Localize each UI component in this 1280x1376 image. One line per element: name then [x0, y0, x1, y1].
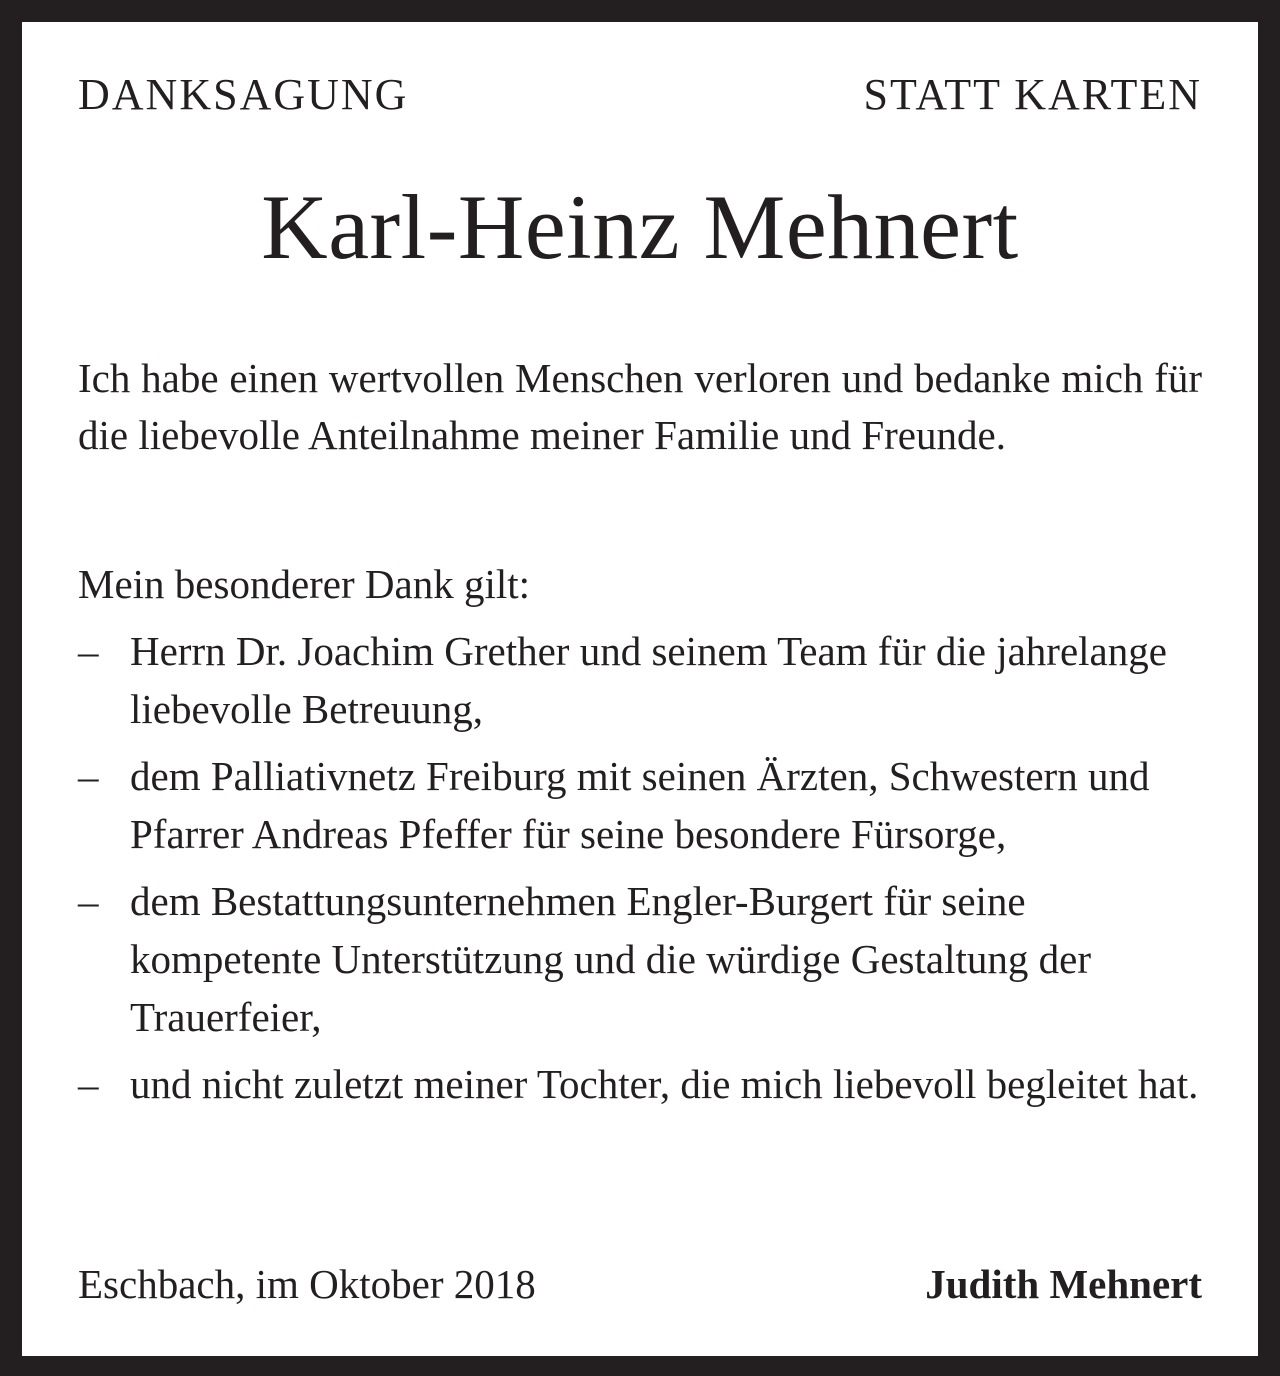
list-item	[78, 622, 1202, 738]
header-statt-karten: STATT KARTEN	[863, 70, 1202, 119]
list-item	[78, 872, 1202, 1046]
place-date: Eschbach, im Oktober 2018	[78, 1261, 536, 1307]
intro-text: Ich habe einen wertvollen Menschen verloren und bedanke mich für die liebevolle Anteilnahme meiner Familie und Freunde.	[78, 355, 1202, 458]
list-item-text: Herrn Dr. Joachim Grether und seinem Team für die jahrelange liebevolle Betreuung,	[130, 628, 1167, 732]
dash-bullet: –	[78, 628, 99, 674]
dash-bullet: –	[78, 878, 99, 924]
list-item	[78, 1055, 1202, 1113]
header-row	[78, 70, 1202, 120]
list-item-text: und nicht zuletzt meiner Tochter, die mich liebevoll begleitet hat.	[130, 1061, 1199, 1107]
list-item	[78, 747, 1202, 863]
thanks-heading: Mein besonderer Dank gilt:	[78, 561, 531, 607]
list-item-text: dem Bestattungsunternehmen Engler-Burgert für seine kompetente Unterstützung und die würdige Gestaltung der Trauerfeier,	[130, 878, 1091, 1040]
signature-name: Judith Mehnert	[925, 1261, 1202, 1307]
thanks-list	[78, 622, 1202, 1122]
obituary-card	[22, 22, 1258, 1356]
dash-bullet: –	[78, 753, 99, 799]
footer-row	[78, 1256, 1202, 1312]
header-danksagung: DANKSAGUNG	[78, 70, 409, 119]
dash-bullet: –	[78, 1061, 99, 1107]
obituary-content	[78, 22, 1202, 1356]
list-item-text: dem Palliativnetz Freiburg mit seinen Ärzten, Schwestern und Pfarrer Andreas Pfeffer für seine besondere Fürsorge,	[130, 753, 1150, 857]
deceased-name: Karl-Heinz Mehnert	[261, 176, 1019, 278]
